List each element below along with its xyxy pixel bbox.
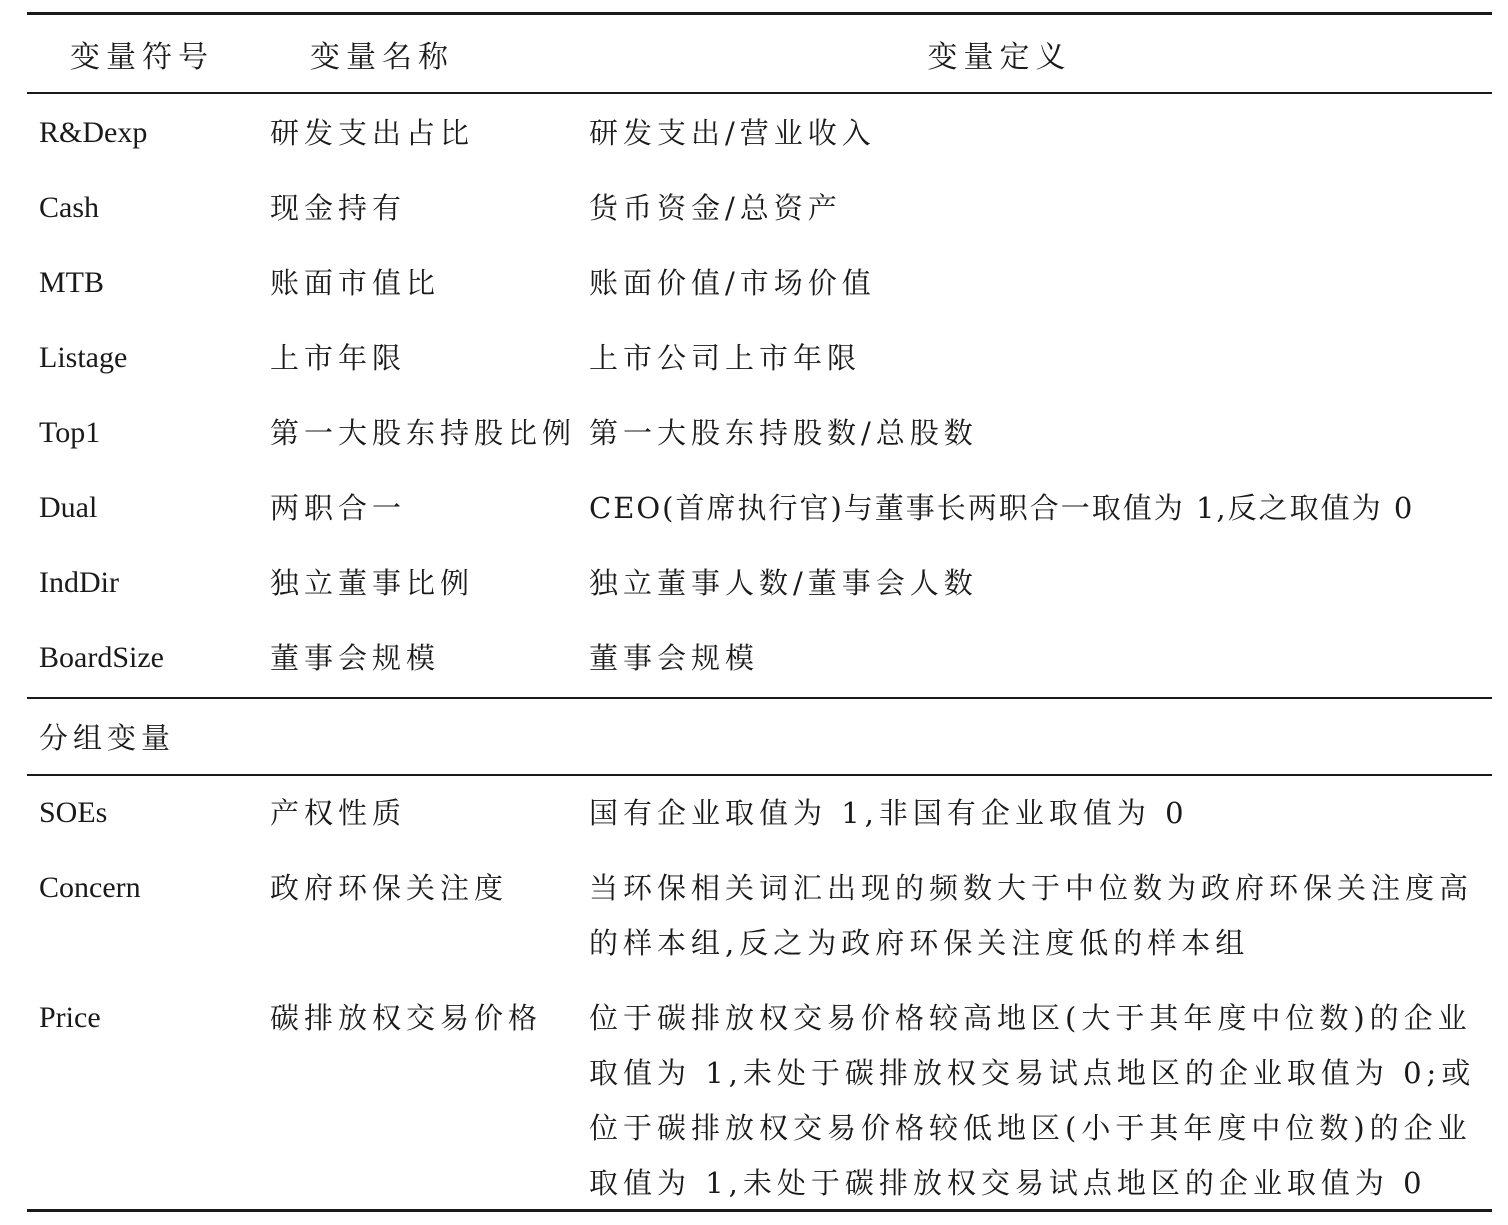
- row-definition: 账面价值/市场价值: [589, 266, 876, 300]
- group-label: 分组变量: [39, 721, 176, 755]
- row-name: 董事会规模: [270, 641, 441, 675]
- row-symbol: SOEs: [39, 796, 108, 829]
- row-definition: 位于碳排放权交易价格较高地区(大于其年度中位数)的企业取值为 1,未处于碳排放权交易试点地区的企业取值为 0;或位于碳排放权交易价格较低地区(小于其年度中位数)的企业取值为 1,未处于碳排放权交易试点地区的企业取值为 0: [589, 1001, 1476, 1200]
- row-symbol: Cash: [39, 191, 99, 224]
- header-name: 变量名称: [310, 39, 454, 75]
- table-row: [27, 339, 1492, 414]
- row-definition: 国有企业取值为 1,非国有企业取值为 0: [589, 796, 1189, 830]
- table-row: [27, 264, 1492, 339]
- row-symbol: Top1: [39, 416, 101, 449]
- row-definition: 研发支出/营业收入: [589, 116, 876, 150]
- row-name: 账面市值比: [270, 266, 441, 300]
- row-symbol: Dual: [39, 491, 98, 524]
- row-symbol: MTB: [39, 266, 105, 299]
- table-row: [27, 564, 1492, 639]
- row-name: 碳排放权交易价格: [270, 1001, 543, 1035]
- row-definition: 货币资金/总资产: [589, 191, 842, 225]
- row-definition: CEO(首席执行官)与董事长两职合一取值为 1,反之取值为 0: [589, 491, 1415, 525]
- control-rows: [27, 94, 1492, 697]
- row-definition: 上市公司上市年限: [589, 341, 862, 375]
- row-definition: 董事会规模: [589, 641, 760, 675]
- variable-table: [27, 12, 1492, 1212]
- row-name: 第一大股东持股比例: [270, 416, 577, 450]
- table-row: [27, 794, 1492, 869]
- row-name: 政府环保关注度: [270, 871, 509, 905]
- row-symbol: R&Dexp: [39, 116, 148, 149]
- header-symbol: 变量符号: [70, 39, 214, 75]
- table-row: [27, 489, 1492, 564]
- header-definition: 变量定义: [927, 39, 1072, 75]
- table-row: [27, 414, 1492, 489]
- table-row: [27, 114, 1492, 189]
- row-name: 产权性质: [270, 796, 407, 830]
- table-row: [27, 999, 1492, 1209]
- row-definition: 独立董事人数/董事会人数: [589, 566, 978, 600]
- row-name: 上市年限: [270, 341, 407, 375]
- table-row: [27, 189, 1492, 264]
- group-rows: [27, 776, 1492, 1209]
- row-definition: 第一大股东持股数/总股数: [589, 416, 978, 450]
- row-symbol: BoardSize: [39, 641, 164, 674]
- row-name: 研发支出占比: [270, 116, 475, 150]
- row-name: 现金持有: [270, 191, 407, 225]
- table-row: [27, 639, 1492, 697]
- row-symbol: Listage: [39, 341, 128, 374]
- row-name: 独立董事比例: [270, 566, 475, 600]
- row-symbol: IndDir: [39, 566, 119, 599]
- row-name: 两职合一: [270, 491, 407, 525]
- row-symbol: Price: [39, 1001, 101, 1034]
- row-definition: 当环保相关词汇出现的频数大于中位数为政府环保关注度高的样本组,反之为政府环保关注度低的样本组: [589, 871, 1474, 960]
- row-symbol: Concern: [39, 871, 141, 904]
- table-header: [27, 15, 1492, 92]
- table-row: [27, 869, 1492, 999]
